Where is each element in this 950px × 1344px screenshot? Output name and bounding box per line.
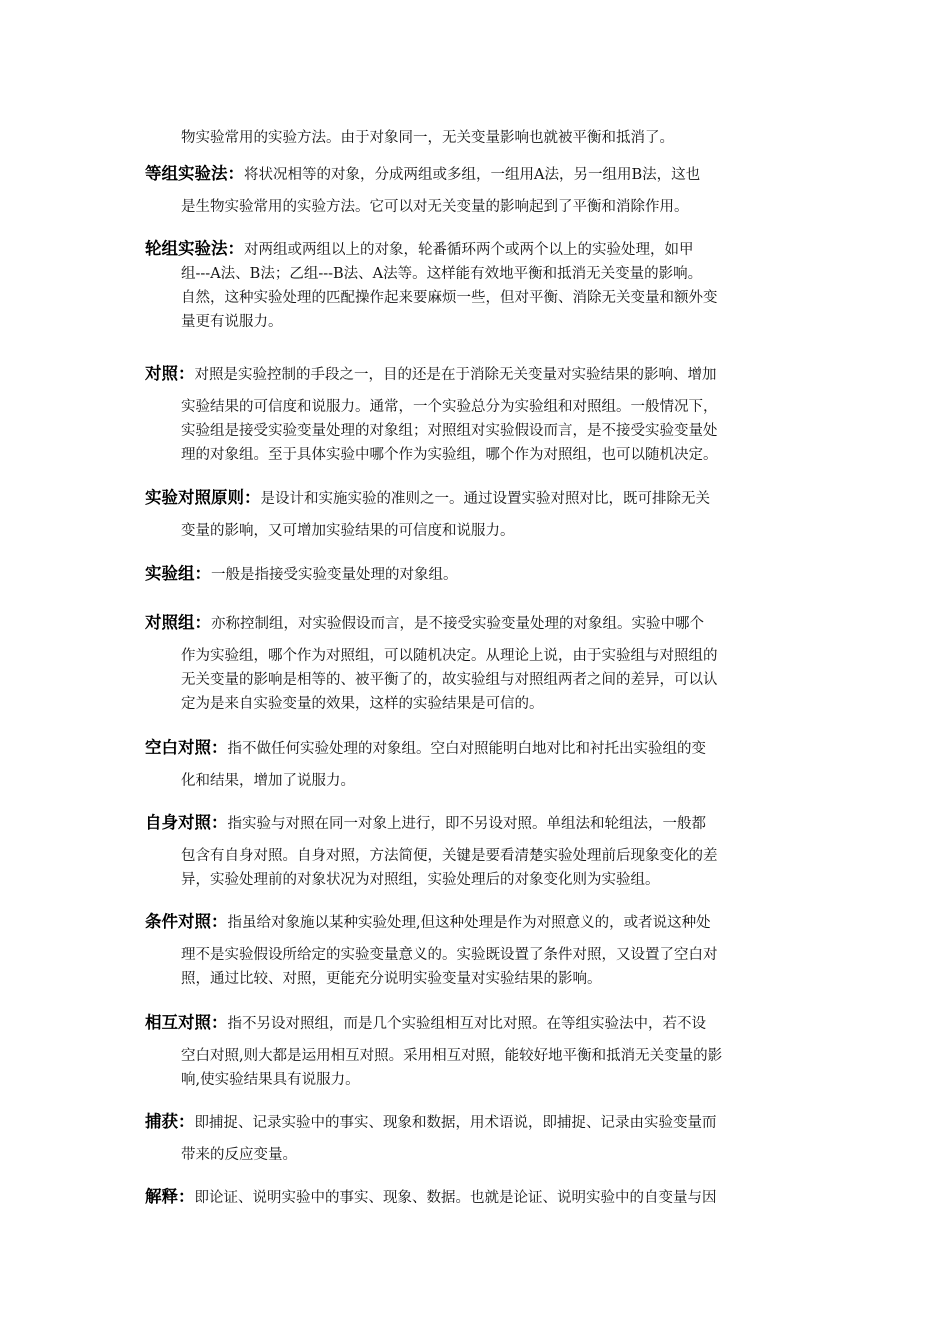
term-definition: 对照是实验控制的手段之一，目的还是在于消除无关变量对实验结果的影响、增加	[194, 367, 717, 383]
term-entry	[145, 1110, 810, 1167]
continuation-line: 无关变量的影响是相等的、被平衡了的，故实验组与对照组两者之间的差异，可以认	[181, 672, 718, 688]
entry-first-line	[145, 611, 810, 636]
term-entry	[145, 362, 810, 467]
term-entry	[145, 237, 810, 334]
term-entry	[145, 1185, 810, 1210]
term-entry	[145, 486, 810, 543]
term-definition: 亦称控制组，对实验假设而言，是不接受实验变量处理的对象组。实验中哪个	[211, 616, 704, 632]
continuation-line: 作为实验组，哪个作为对照组，可以随机决定。从理论上说，由于实验组与对照组的	[181, 648, 718, 664]
term-heading: 解释：	[145, 1187, 195, 1206]
term-definition: 指不做任何实验处理的对象组。空白对照能明白地对比和衬托出实验组的变	[227, 741, 706, 757]
entry-first-line	[145, 910, 810, 935]
continuation-line: 变量的影响，又可增加实验结果的可信度和说服力。	[181, 523, 515, 539]
continuation-line: 空白对照,则大都是运用相互对照。采用相互对照，能较好地平衡和抵消无关变量的影	[181, 1048, 723, 1064]
term-definition: 指虽给对象施以某种实验处理,但这种处理是作为对照意义的，或者说这种处	[227, 915, 711, 931]
continuation-line: 化和结果，增加了说服力。	[181, 773, 355, 789]
term-entry	[145, 910, 810, 991]
term-heading: 捕获：	[145, 1112, 195, 1131]
term-definition: 指实验与对照在同一对象上进行，即不另设对照。单组法和轮组法，一般都	[227, 816, 706, 832]
term-heading: 条件对照：	[145, 912, 228, 931]
term-entry	[145, 162, 810, 219]
continuation-line: 组---A法、B法；乙组---B法、A法等。这样能有效地平衡和抵消无关变量的影响。	[181, 266, 703, 282]
term-heading: 自身对照：	[145, 813, 228, 832]
entry-first-line	[145, 486, 810, 511]
entry-first-line	[145, 362, 810, 387]
term-definition: 将状况相等的对象，分成两组或多组，一组用A法，另一组用B法，这也	[244, 167, 701, 183]
term-heading: 实验组：	[145, 564, 211, 583]
entry-first-line	[145, 237, 810, 262]
term-definition: 即捕捉、记录实验中的事实、现象和数据，用术语说，即捕捉、记录由实验变量而	[194, 1115, 717, 1131]
entry-first-line	[145, 736, 810, 761]
term-definition: 一般是指接受实验变量处理的对象组。	[211, 567, 458, 583]
continuation-line: 包含有自身对照。自身对照，方法简便，关键是要看清楚实验处理前后现象变化的差	[181, 848, 718, 864]
term-heading: 对照：	[145, 364, 195, 383]
continuation-line: 实验组是接受实验变量处理的对象组；对照组对实验假设而言，是不接受实验变量处	[181, 423, 718, 439]
continuation-line: 自然，这种实验处理的匹配操作起来要麻烦一些，但对平衡、消除无关变量和额外变	[181, 290, 718, 306]
continuation-line: 响,使实验结果具有说服力。	[181, 1072, 360, 1088]
lead-paragraph	[145, 126, 810, 150]
continuation-line: 理不是实验假设所给定的实验变量意义的。实验既设置了条件对照，又设置了空白对	[181, 947, 718, 963]
term-heading: 相互对照：	[145, 1013, 228, 1032]
term-entry	[145, 611, 810, 716]
continuation-line: 异，实验处理前的对象状况为对照组，实验处理后的对象变化则为实验组。	[181, 872, 660, 888]
lead-line: 物实验常用的实验方法。由于对象同一，无关变量影响也就被平衡和抵消了。	[181, 130, 674, 146]
continuation-line: 理的对象组。至于具体实验中哪个作为实验组，哪个作为对照组，也可以随机决定。	[181, 447, 718, 463]
continuation-line: 实验结果的可信度和说服力。通常，一个实验总分为实验组和对照组。一般情况下，	[181, 399, 718, 415]
entry-first-line	[145, 1185, 810, 1210]
entry-first-line	[145, 162, 810, 187]
term-entry	[145, 562, 810, 587]
continuation-line: 是生物实验常用的实验方法。它可以对无关变量的影响起到了平衡和消除作用。	[181, 199, 689, 215]
term-entry	[145, 811, 810, 892]
term-heading: 实验对照原则：	[145, 488, 261, 507]
term-definition: 对两组或两组以上的对象，轮番循环两个或两个以上的实验处理，如甲	[244, 242, 694, 258]
term-entry	[145, 1011, 810, 1092]
entry-first-line	[145, 1011, 810, 1036]
term-heading: 空白对照：	[145, 738, 228, 757]
term-definition: 指不另设对照组，而是几个实验组相互对比对照。在等组实验法中，若不设	[227, 1016, 706, 1032]
continuation-line: 量更有说服力。	[181, 314, 283, 330]
term-definition: 是设计和实施实验的准则之一。通过设置实验对照对比，既可排除无关	[260, 491, 710, 507]
entry-first-line	[145, 811, 810, 836]
continuation-line: 带来的反应变量。	[181, 1147, 297, 1163]
term-heading: 对照组：	[145, 613, 211, 632]
term-entry	[145, 736, 810, 793]
entry-first-line	[145, 1110, 810, 1135]
entry-first-line	[145, 562, 810, 587]
term-heading: 等组实验法：	[145, 164, 244, 183]
term-heading: 轮组实验法：	[145, 239, 244, 258]
term-definition: 即论证、说明实验中的事实、现象、数据。也就是论证、说明实验中的自变量与因	[194, 1190, 717, 1206]
continuation-line: 照，通过比较、对照，更能充分说明实验变量对实验结果的影响。	[181, 971, 602, 987]
continuation-line: 定为是来自实验变量的效果，这样的实验结果是可信的。	[181, 696, 544, 712]
